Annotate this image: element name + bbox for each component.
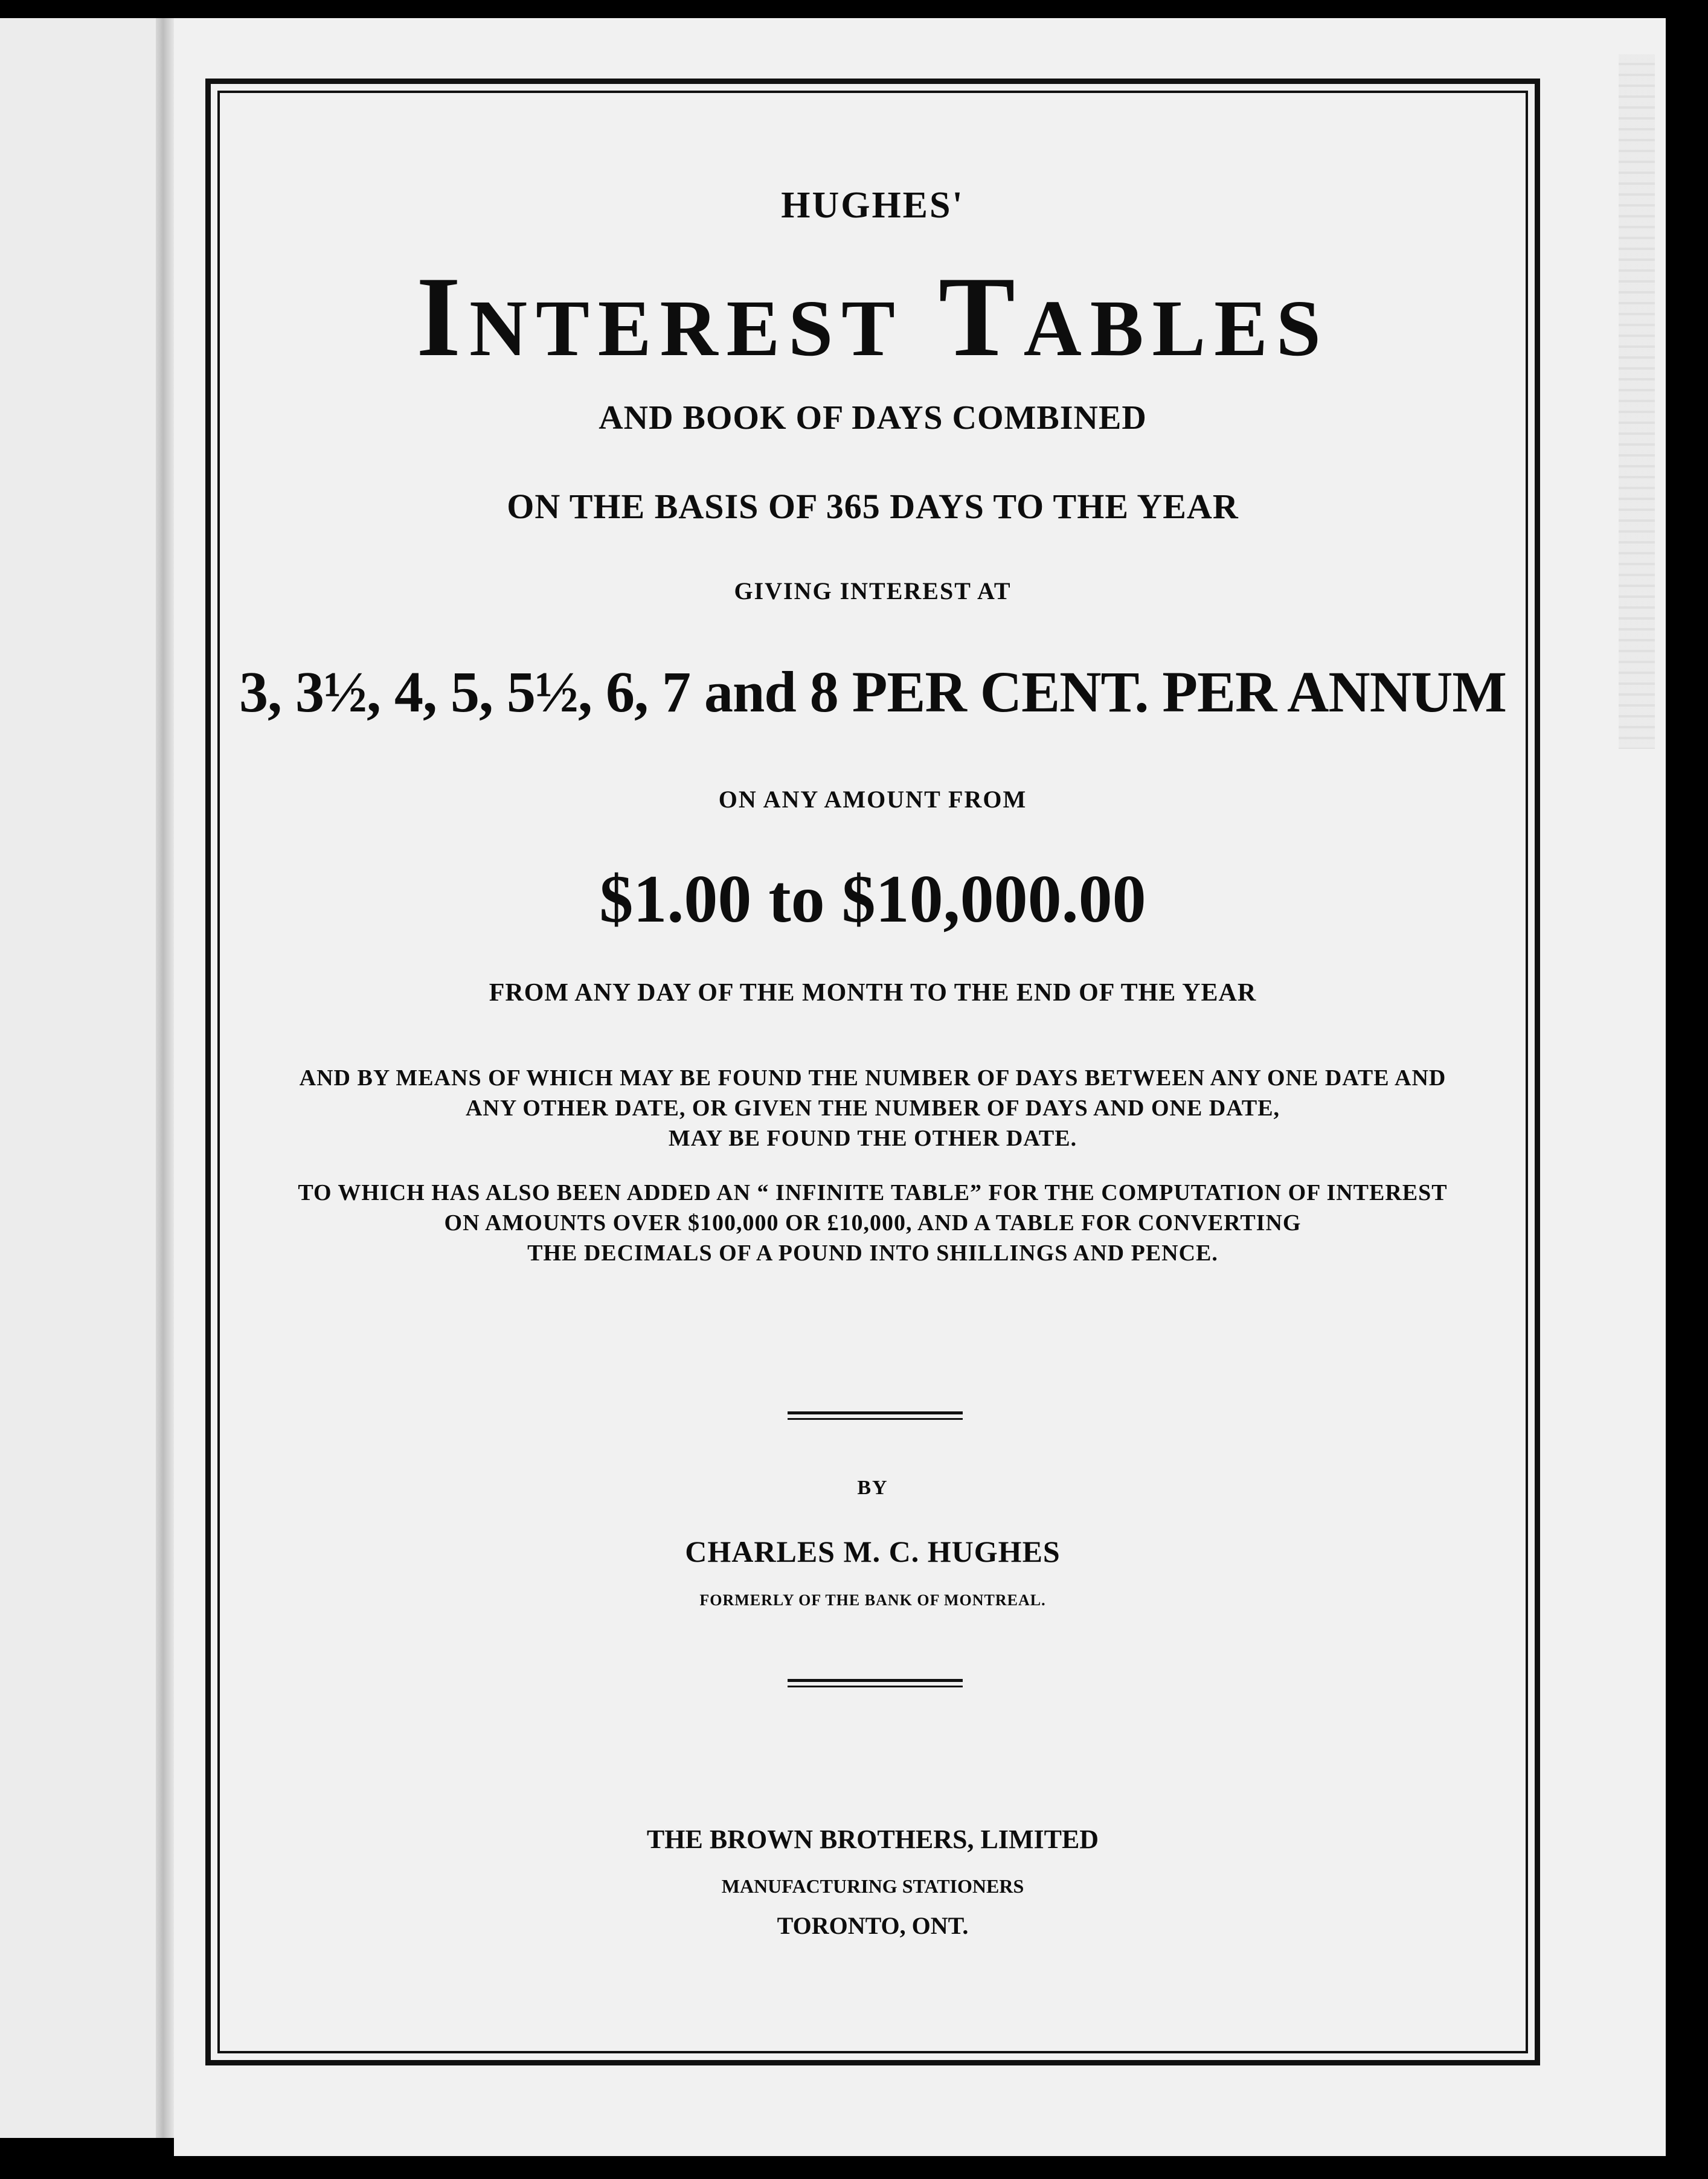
divider-rule-top: [788, 1411, 963, 1420]
by-label: BY: [857, 1477, 888, 1499]
amount-intro: ON ANY AMOUNT FROM: [718, 786, 1027, 813]
infinite-table-paragraph: [230, 1178, 1516, 1268]
basis-line: ON THE BASIS OF 365 DAYS TO THE YEAR: [507, 487, 1239, 526]
facing-page-edge: [0, 18, 157, 2138]
publisher-name: THE BROWN BROTHERS, LIMITED: [646, 1824, 1099, 1854]
author-possessive: HUGHES': [781, 185, 965, 226]
paragraph-line: THE DECIMALS OF A POUND INTO SHILLINGS AND PENCE.: [527, 1240, 1218, 1266]
paragraph-line: ON AMOUNTS OVER $100,000 OR £10,000, AND A TABLE FOR CONVERTING: [444, 1210, 1302, 1236]
paragraph-line: TO WHICH HAS ALSO BEEN ADDED AN “ INFINITE TABLE” FOR THE COMPUTATION OF INTEREST: [298, 1180, 1448, 1205]
interest-rates: 3, 3½, 4, 5, 5½, 6, 7 and 8 PER CENT. PER ANNUM: [239, 659, 1506, 724]
author-name: CHARLES M. C. HUGHES: [685, 1535, 1061, 1568]
divider-rule-bottom: [788, 1679, 963, 1687]
paragraph-line: ANY OTHER DATE, OR GIVEN THE NUMBER OF DAYS AND ONE DATE,: [465, 1096, 1280, 1121]
amount-range: $1.00 to $10,000.00: [599, 862, 1146, 937]
days-between-paragraph: [230, 1063, 1516, 1154]
book-gutter: [156, 18, 174, 2138]
giving-interest-line: GIVING INTEREST AT: [734, 577, 1012, 605]
publisher-location: TORONTO, ONT.: [777, 1912, 969, 1939]
paragraph-line: MAY BE FOUND THE OTHER DATE.: [668, 1126, 1077, 1151]
title-page-content: [230, 109, 1516, 2041]
subtitle: AND BOOK OF DAYS COMBINED: [599, 399, 1147, 437]
author-note: FORMERLY OF THE BANK OF MONTREAL.: [699, 1591, 1046, 1609]
date-range-line: FROM ANY DAY OF THE MONTH TO THE END OF THE YEAR: [489, 979, 1257, 1007]
paragraph-line: AND BY MEANS OF WHICH MAY BE FOUND THE NUMBER OF DAYS BETWEEN ANY ONE DATE AND: [299, 1065, 1446, 1091]
publisher-description: MANUFACTURING STATIONERS: [721, 1875, 1024, 1897]
bleed-through-texture: [1619, 54, 1655, 749]
main-title: Interest Tables: [416, 254, 1329, 380]
